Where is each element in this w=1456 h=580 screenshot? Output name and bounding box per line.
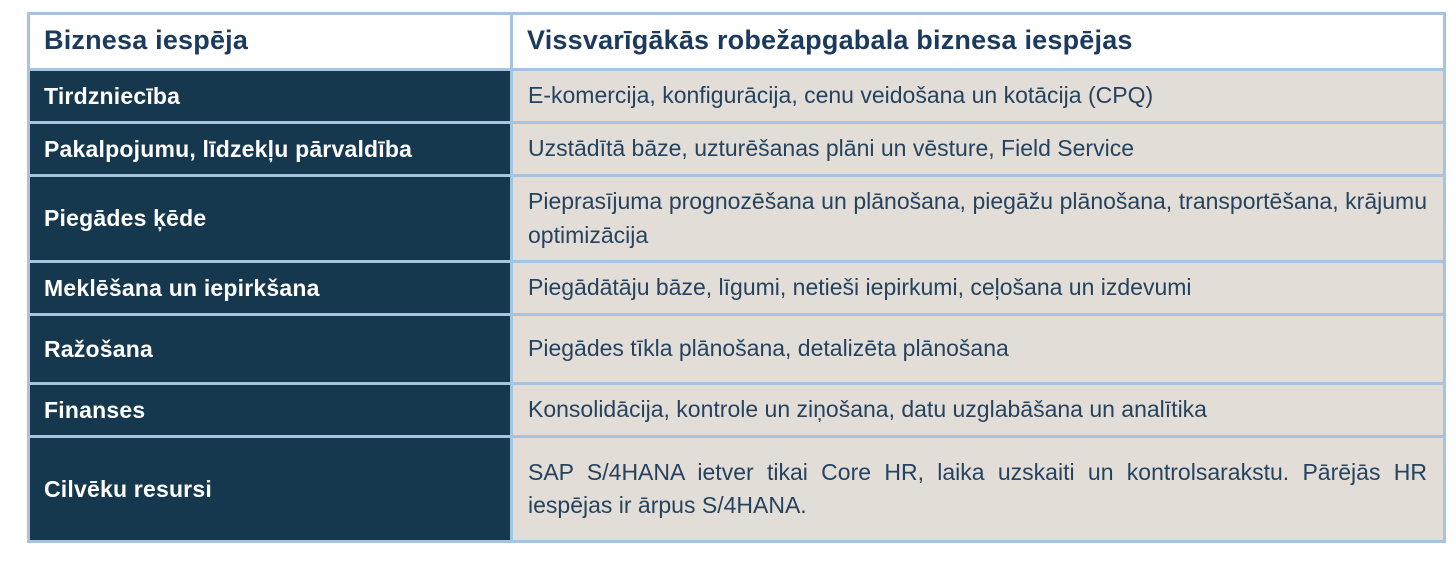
category-cell: Piegādes ķēde — [29, 176, 512, 262]
description-cell: Piegādātāju bāze, līgumi, netieši iepirkumi, ceļošana un izdevumi — [512, 262, 1445, 315]
description-cell: Konsolidācija, kontrole un ziņošana, datu uzglabāšana un analītika — [512, 384, 1445, 437]
category-cell: Tirdzniecība — [29, 70, 512, 123]
table-row — [29, 123, 1445, 176]
header-col-business-capability: Biznesa iespēja — [29, 14, 512, 70]
table-row — [29, 315, 1445, 384]
category-cell: Pakalpojumu, līdzekļu pārvaldība — [29, 123, 512, 176]
description-cell: Pieprasījuma prognozēšana un plānošana, piegāžu plānošana, transportēšana, krājumu optimizācija — [512, 176, 1445, 262]
table-row — [29, 437, 1445, 542]
description-cell: Piegādes tīkla plānošana, detalizēta plānošana — [512, 315, 1445, 384]
description-cell: SAP S/4HANA ietver tikai Core HR, laika uzskaiti un kontrolsarakstu. Pārējās HR iespējas ir ārpus S/4HANA. — [512, 437, 1445, 542]
description-cell: Uzstādītā bāze, uzturēšanas plāni un vēsture, Field Service — [512, 123, 1445, 176]
table-row — [29, 176, 1445, 262]
description-cell: E-komercija, konfigurācija, cenu veidošana un kotācija (CPQ) — [512, 70, 1445, 123]
category-cell: Cilvēku resursi — [29, 437, 512, 542]
table-row — [29, 70, 1445, 123]
table-row — [29, 384, 1445, 437]
table-row — [29, 262, 1445, 315]
category-cell: Finanses — [29, 384, 512, 437]
category-cell: Meklēšana un iepirkšana — [29, 262, 512, 315]
header-col-key-capabilities: Vissvarīgākās robežapgabala biznesa iespējas — [512, 14, 1445, 70]
business-capability-table — [27, 12, 1446, 543]
category-cell: Ražošana — [29, 315, 512, 384]
table-header-row — [29, 14, 1445, 70]
